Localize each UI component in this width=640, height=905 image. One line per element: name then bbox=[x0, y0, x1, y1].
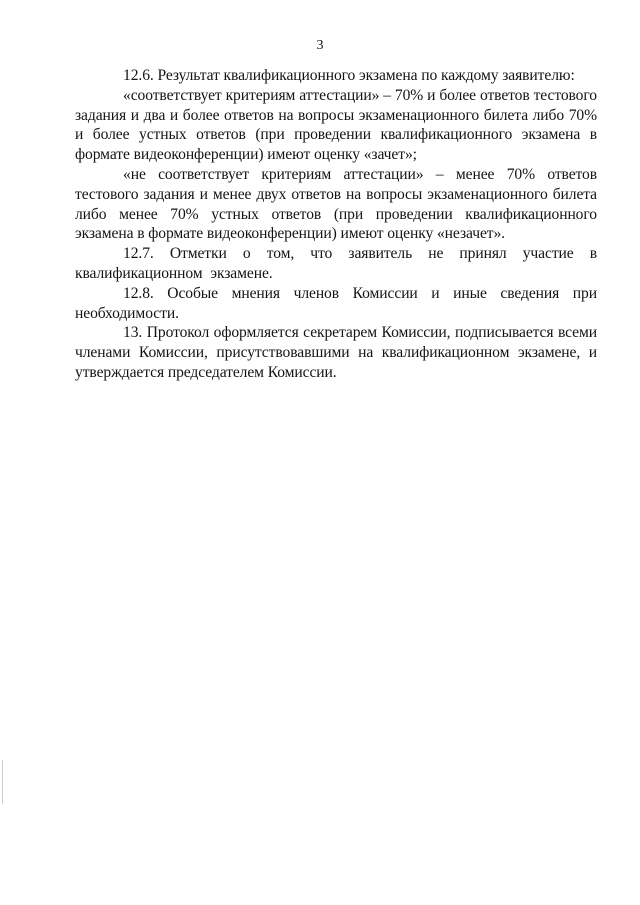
paragraph-criteria-not-met: «не соответствует критериям аттестации» – менее 70% ответов тестового задания и менее двух ответов на вопросы экзаменационного билета либо менее 70% устных ответов (при проведении квалификационного экзамена в формате видеоконференции) имеют оценку «незачет». bbox=[75, 165, 597, 243]
paragraph-13: 13. Протокол оформляется секретарем Комиссии, подписывается всеми членами Комиссии, присутствовавшими на квалификационном экзамене, и утверждается председателем Комиссии. bbox=[75, 324, 597, 381]
document-body bbox=[75, 66, 597, 383]
page-number: 3 bbox=[316, 38, 324, 53]
paragraph-criteria-met: «соответствует критериям аттестации» – 70% и более ответов тестового задания и два и более ответов на вопросы экзаменационного билета либо 70% и более устных ответов (при проведении квалификационного экзамена в формате видеоконференции) имеют оценку «зачет»; bbox=[75, 86, 597, 164]
scan-edge-mark bbox=[2, 760, 3, 804]
paragraph-12-8: 12.8. Особые мнения членов Комиссии и иные сведения при необходимости. bbox=[75, 284, 597, 322]
paragraph-12-6: 12.6. Результат квалификационного экзамена по каждому заявителю: bbox=[123, 67, 575, 84]
paragraph-12-7: 12.7. Отметки о том, что заявитель не принял участие в квалификационном экзамене. bbox=[75, 245, 597, 282]
